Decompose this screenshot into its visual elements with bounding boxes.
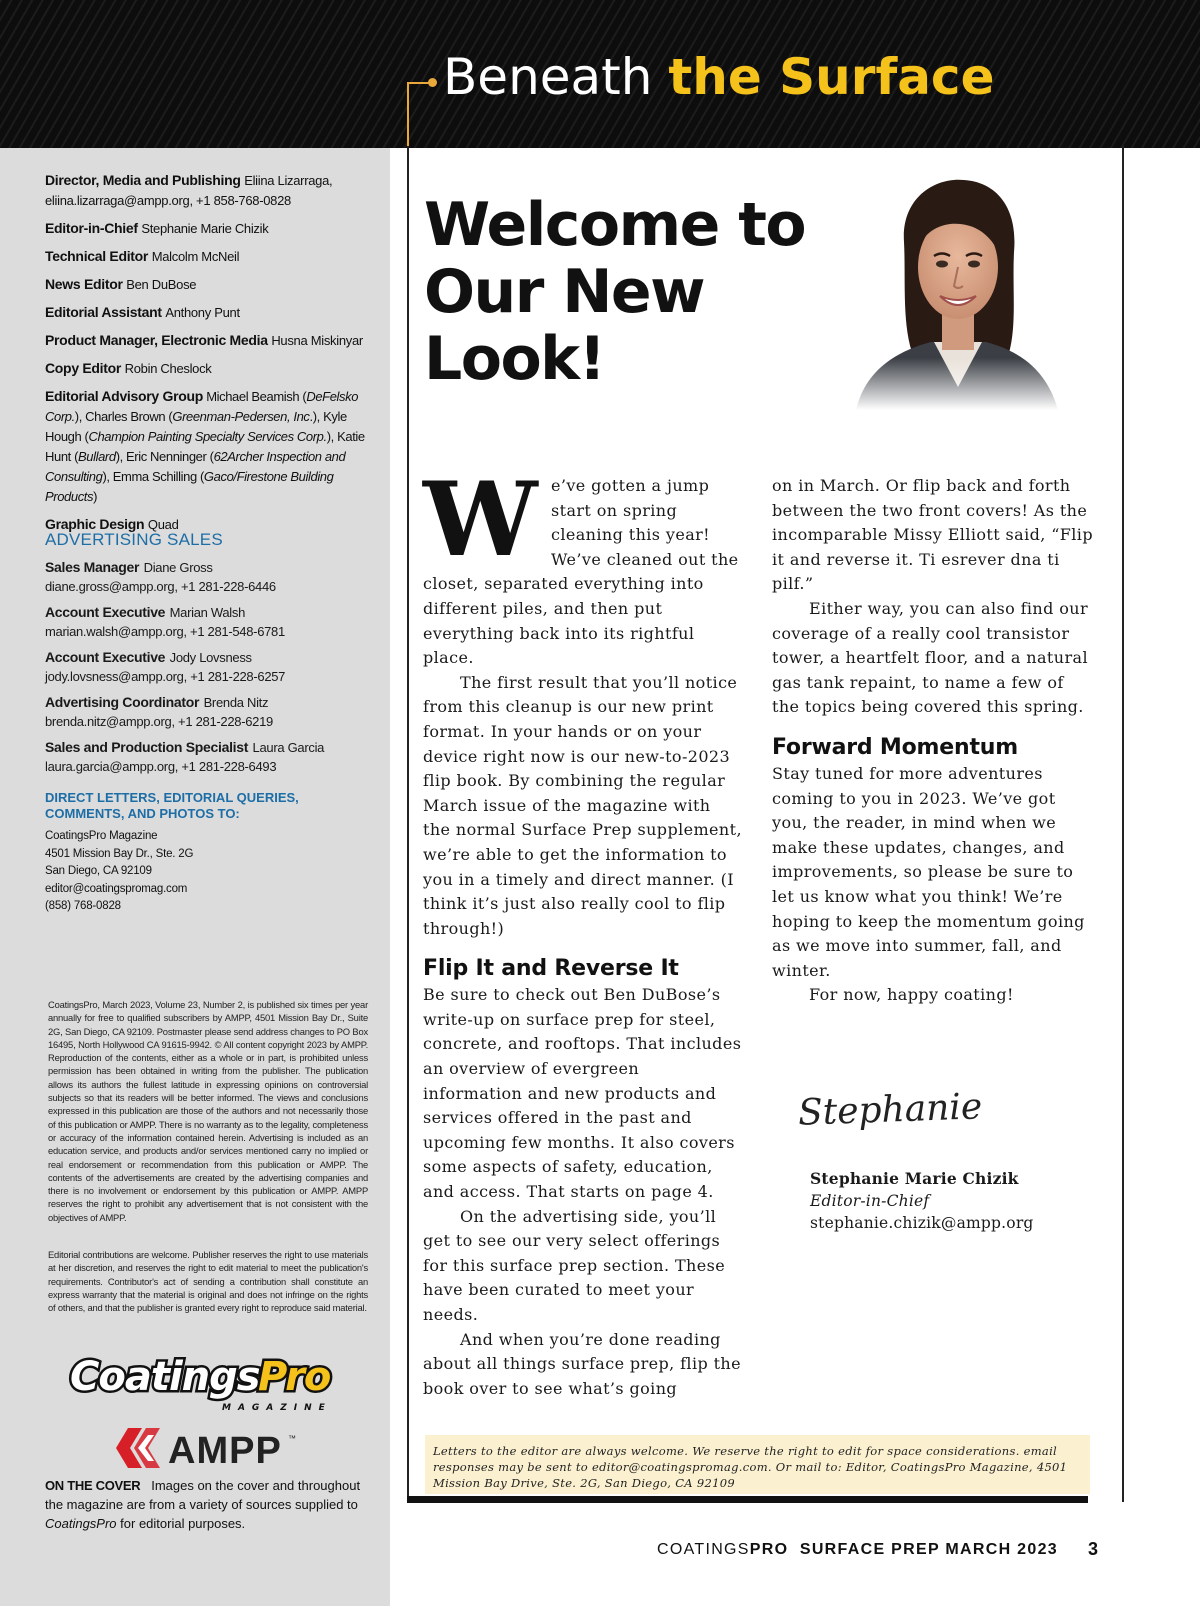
logo-pro-text: Pro (258, 1354, 331, 1400)
masthead-news-editor (45, 274, 370, 295)
logo-coatings-text: Coatings (70, 1354, 260, 1400)
advisory-org: Greenman-Pedersen, Inc (172, 409, 310, 424)
section-title-light: Beneath (443, 48, 653, 106)
ad-name: Marian Walsh (169, 605, 246, 620)
editorial-contributions-note: Editorial contributions are welcome. Publisher reserves the right to use materials at her discretion, and reserves the right to edit material to meet the publication's requirements. Contributor's act of sending a contribution shall constitute an express warranty that the material is original and does not infringe on the rights of others, and that the publisher is granted every right to reproduce said material. (48, 1249, 368, 1314)
masthead-editorial-assistant (45, 302, 370, 323)
article-paragraph: e’ve gotten a jump start on spring cleaning this year! We’ve cleaned out the closet, separated everything into different piles, and then put everything back into its rightful place. (423, 476, 739, 668)
author-block (810, 1168, 1034, 1234)
on-the-cover-note (45, 1476, 375, 1533)
handwritten-signature (796, 1080, 983, 1140)
author-email[interactable]: stephanie.chizik@ampp.org (810, 1214, 1034, 1232)
editor-portrait (846, 172, 1066, 410)
ad-role: Sales and Production Specialist (45, 739, 249, 755)
article-paragraph: Be sure to check out Ben DuBose’s write-up on surface prep for steel, concrete, and rooftops. That includes an overview of evergreen information and new products and services offered in the past and upcoming few months. It also covers some aspects of safety, education, and access. That starts on page 4. (423, 985, 742, 1202)
advertising-heading: ADVERTISING SALES (45, 530, 223, 549)
logo-magazine-text: MAGAZINE (222, 1403, 332, 1413)
article-headline: Welcome to Our New Look! (424, 190, 806, 394)
article-paragraph: And when you’re done reading about all things surface prep, flip the book over to see what’s going (423, 1329, 741, 1398)
ad-contact: brenda.nitz@ampp.org, +1 281-228-6219 (45, 714, 273, 729)
advisory-text: .), Kyle Hough ( (45, 409, 347, 444)
page-footer (657, 1541, 1058, 1559)
content-frame-right (1122, 146, 1124, 1502)
advisory-text: ), Charles Brown ( (74, 409, 173, 424)
subhead-forward-momentum: Forward Momentum (772, 734, 1018, 760)
ad-contact-entry (45, 692, 370, 731)
masthead-role: Editorial Advisory Group (45, 388, 203, 404)
advisory-org: Bullard (78, 449, 116, 464)
editorial-address (45, 828, 193, 916)
ad-name: Brenda Nitz (203, 695, 269, 710)
masthead-copy-editor (45, 358, 370, 379)
masthead-director (45, 170, 370, 211)
ampp-trademark: ™ (288, 1434, 296, 1443)
address-phone: (858) 768-0828 (45, 900, 121, 912)
article-paragraph: For now, happy coating! (809, 985, 1014, 1005)
masthead-name: Robin Cheslock (124, 361, 212, 376)
article-paragraph: Either way, you can also find our coverage of a really cool transistor tower, a heartfelt floor, and a natural gas tank repaint, to name a few of the topics being covered this spring. (772, 598, 1089, 717)
publication-fine-print: CoatingsPro, March 2023, Volume 23, Number 2, is published six times per year annually for free to qualified subscribers by AMPP, 4501 Mission Bay Dr., Suite 2G, San Diego, CA 92109. Postmaster please send address changes to PO Box 16495, North Hollywood CA 91615-9942. © All content copyright 2023 by AMPP. Reproduction of the contents, either as a whole or in part, is prohibited unless permission has been obtained in writing from the publisher. The publication allows its authors the fullest latitude in expressing opinions on controversial subjects so that its readers will be better informed. The views and conclusions expressed in this publication are those of the authors and not necessarily those of this publication or AMPP. There is no warranty as to the legality, completeness or accuracy of the information contained herein. Advertising is included as an education service, and products and/or services mentioned carry no implied or real endorsement or recommendation from this publication or AMPP. The contents of the advertisements are created by the advertising companies and there is no involvement or endorsement by this publication or AMPP. AMPP reserves the right to prohibit any advertisement that is not consistent with the objectives of AMPP. (48, 999, 368, 1223)
section-title-bold: the Surface (668, 48, 995, 106)
address-email[interactable]: editor@coatingspromag.com (45, 882, 188, 895)
subhead-flip-it: Flip It and Reverse It (423, 956, 679, 982)
article-paragraph: on in March. Or flip back and forth between the two front covers! As the incomparable Missy Elliott said, “Flip it and reverse it. Ti esrever dna ti pilf.” (772, 476, 1093, 594)
ad-role: Sales Manager (45, 559, 140, 575)
ad-contact: laura.garcia@ampp.org, +1 281-228-6493 (45, 759, 277, 774)
advertising-list (45, 557, 370, 782)
ad-contact: marian.walsh@ampp.org, +1 281-548-6781 (45, 624, 285, 639)
ad-contact-entry (45, 602, 370, 641)
masthead-sidebar (0, 148, 390, 1606)
author-title: Editor-in-Chief (810, 1192, 930, 1210)
masthead-list (45, 170, 370, 542)
signature-text: Stephanie (797, 1086, 983, 1134)
header-bracket-dot (428, 78, 437, 87)
ad-name: Laura Garcia (252, 740, 325, 755)
ad-contact-entry (45, 557, 370, 596)
masthead-name: Stephanie Marie Chizik (141, 221, 269, 236)
ad-contact: diane.gross@ampp.org, +1 281-228-6446 (45, 579, 276, 594)
masthead-role: News Editor (45, 276, 123, 292)
ad-name: Jody Lovsness (169, 650, 252, 665)
ad-role: Advertising Coordinator (45, 694, 200, 710)
article-paragraph: Stay tuned for more adventures coming to you in 2023. We’ve got you, the reader, in mind when we make these updates, changes, and improvements, so please be sure to let us know what you think! We’re hoping to keep the momentum going as we move into summer, fall, and winter. (772, 763, 1085, 980)
masthead-role: Graphic Design (45, 516, 145, 532)
page-number: 3 (1088, 1539, 1099, 1559)
advisory-org: 62Archer Inspection and Consulting (45, 449, 346, 484)
header-band (0, 0, 1200, 148)
cover-note-label: ON THE COVER (45, 1478, 141, 1493)
drop-cap: W (423, 460, 538, 580)
article-paragraph: On the advertising side, you’ll get to see our very select offerings for this surface prep section. These have been curated to meet your needs. (423, 1206, 726, 1324)
footer-section: SURFACE PREP MARCH 2023 (799, 1541, 1058, 1558)
masthead-name: Quad (147, 517, 179, 532)
author-name: Stephanie Marie Chizik (810, 1169, 1019, 1188)
masthead-role: Director, Media and Publishing (45, 172, 241, 188)
article-column-1 (423, 460, 743, 1401)
advisory-org: DeFelsko Corp. (45, 389, 359, 424)
masthead-role: Technical Editor (45, 248, 149, 264)
content-frame-left (407, 146, 409, 1502)
masthead-name: Husna Miskinyar (271, 333, 363, 348)
letters-to-editor-note: Letters to the editor are always welcome. We reserve the right to edit for space considerations. email responses may be sent to editor@coatingspromag.com. Or mail to: Editor, CoatingsPro Magazine, 4501 Mission Bay Drive, Ste. 2G, San Diego, CA 92109 (425, 1435, 1090, 1494)
address-line: San Diego, CA 92109 (45, 865, 152, 877)
advisory-org: Champion Painting Specialty Services Corp. (88, 429, 327, 444)
footer-brand-light: COATINGS (657, 1541, 750, 1558)
masthead-role: Copy Editor (45, 360, 122, 376)
advisory-text: ), Eric Nenninger ( (115, 449, 214, 464)
footer-brand-bold: PRO (749, 1541, 789, 1558)
ad-role: Account Executive (45, 649, 166, 665)
masthead-product-manager (45, 330, 370, 351)
address-line: CoatingsPro Magazine (45, 830, 158, 842)
cover-note-text-end: for editorial purposes. (116, 1516, 246, 1531)
masthead-name: Anthony Punt (165, 305, 240, 320)
ad-contact: jody.lovsness@ampp.org, +1 281-228-6257 (45, 669, 286, 684)
advisory-text: Michael Beamish ( (206, 389, 307, 404)
advisory-org: Gaco/Firestone Building Products (45, 469, 334, 504)
article-paragraph: The first result that you’ll notice from this cleanup is our new print format. In your hands or on your device right now is our new-to-2023 flip book. By combining the regular March issue of the magazine with the normal Surface Prep supplement, we’re able to get the information to you in a timely and direct manner. (I think it’s just also really cool to flip through!) (423, 672, 742, 938)
content-frame-bottom-rule (407, 1496, 1088, 1503)
header-bracket-vertical (407, 82, 409, 146)
ad-contact-entry (45, 737, 370, 776)
masthead-role: Editorial Assistant (45, 304, 162, 320)
masthead-name: Malcolm McNeil (151, 249, 240, 264)
advisory-text: ), Katie Hunt ( (45, 429, 365, 464)
masthead-editor-in-chief (45, 218, 370, 239)
coatingspro-logo (70, 1348, 350, 1418)
ampp-logo-text: AMPP (168, 1430, 282, 1472)
masthead-advisory-group (45, 386, 370, 507)
advisory-text: ), Emma Schilling ( (102, 469, 204, 484)
masthead-name: Eliina Lizarraga, (244, 173, 333, 188)
ampp-mark-icon (116, 1428, 160, 1468)
masthead-contact: eliina.lizarraga@ampp.org, +1 858-768-0828 (45, 193, 291, 208)
ad-name: Diane Gross (143, 560, 213, 575)
masthead-role: Editor-in-Chief (45, 220, 138, 236)
article-column-2 (772, 474, 1094, 1008)
cover-note-brand: CoatingsPro (45, 1516, 117, 1531)
masthead-name: Ben DuBose (126, 277, 197, 292)
address-line: 4501 Mission Bay Dr., Ste. 2G (45, 847, 194, 860)
advisory-text: ) (93, 489, 98, 504)
ad-contact-entry (45, 647, 370, 686)
ad-role: Account Executive (45, 604, 166, 620)
masthead-role: Product Manager, Electronic Media (45, 332, 268, 348)
direct-letters-heading: DIRECT LETTERS, EDITORIAL QUERIES, COMMENTS, AND PHOTOS TO: (45, 790, 299, 821)
ampp-logo (112, 1423, 302, 1473)
masthead-technical-editor (45, 246, 370, 267)
section-title (443, 48, 995, 106)
cover-note-text: Images on the cover and throughout the magazine are from a variety of sources supplied to (45, 1478, 361, 1512)
